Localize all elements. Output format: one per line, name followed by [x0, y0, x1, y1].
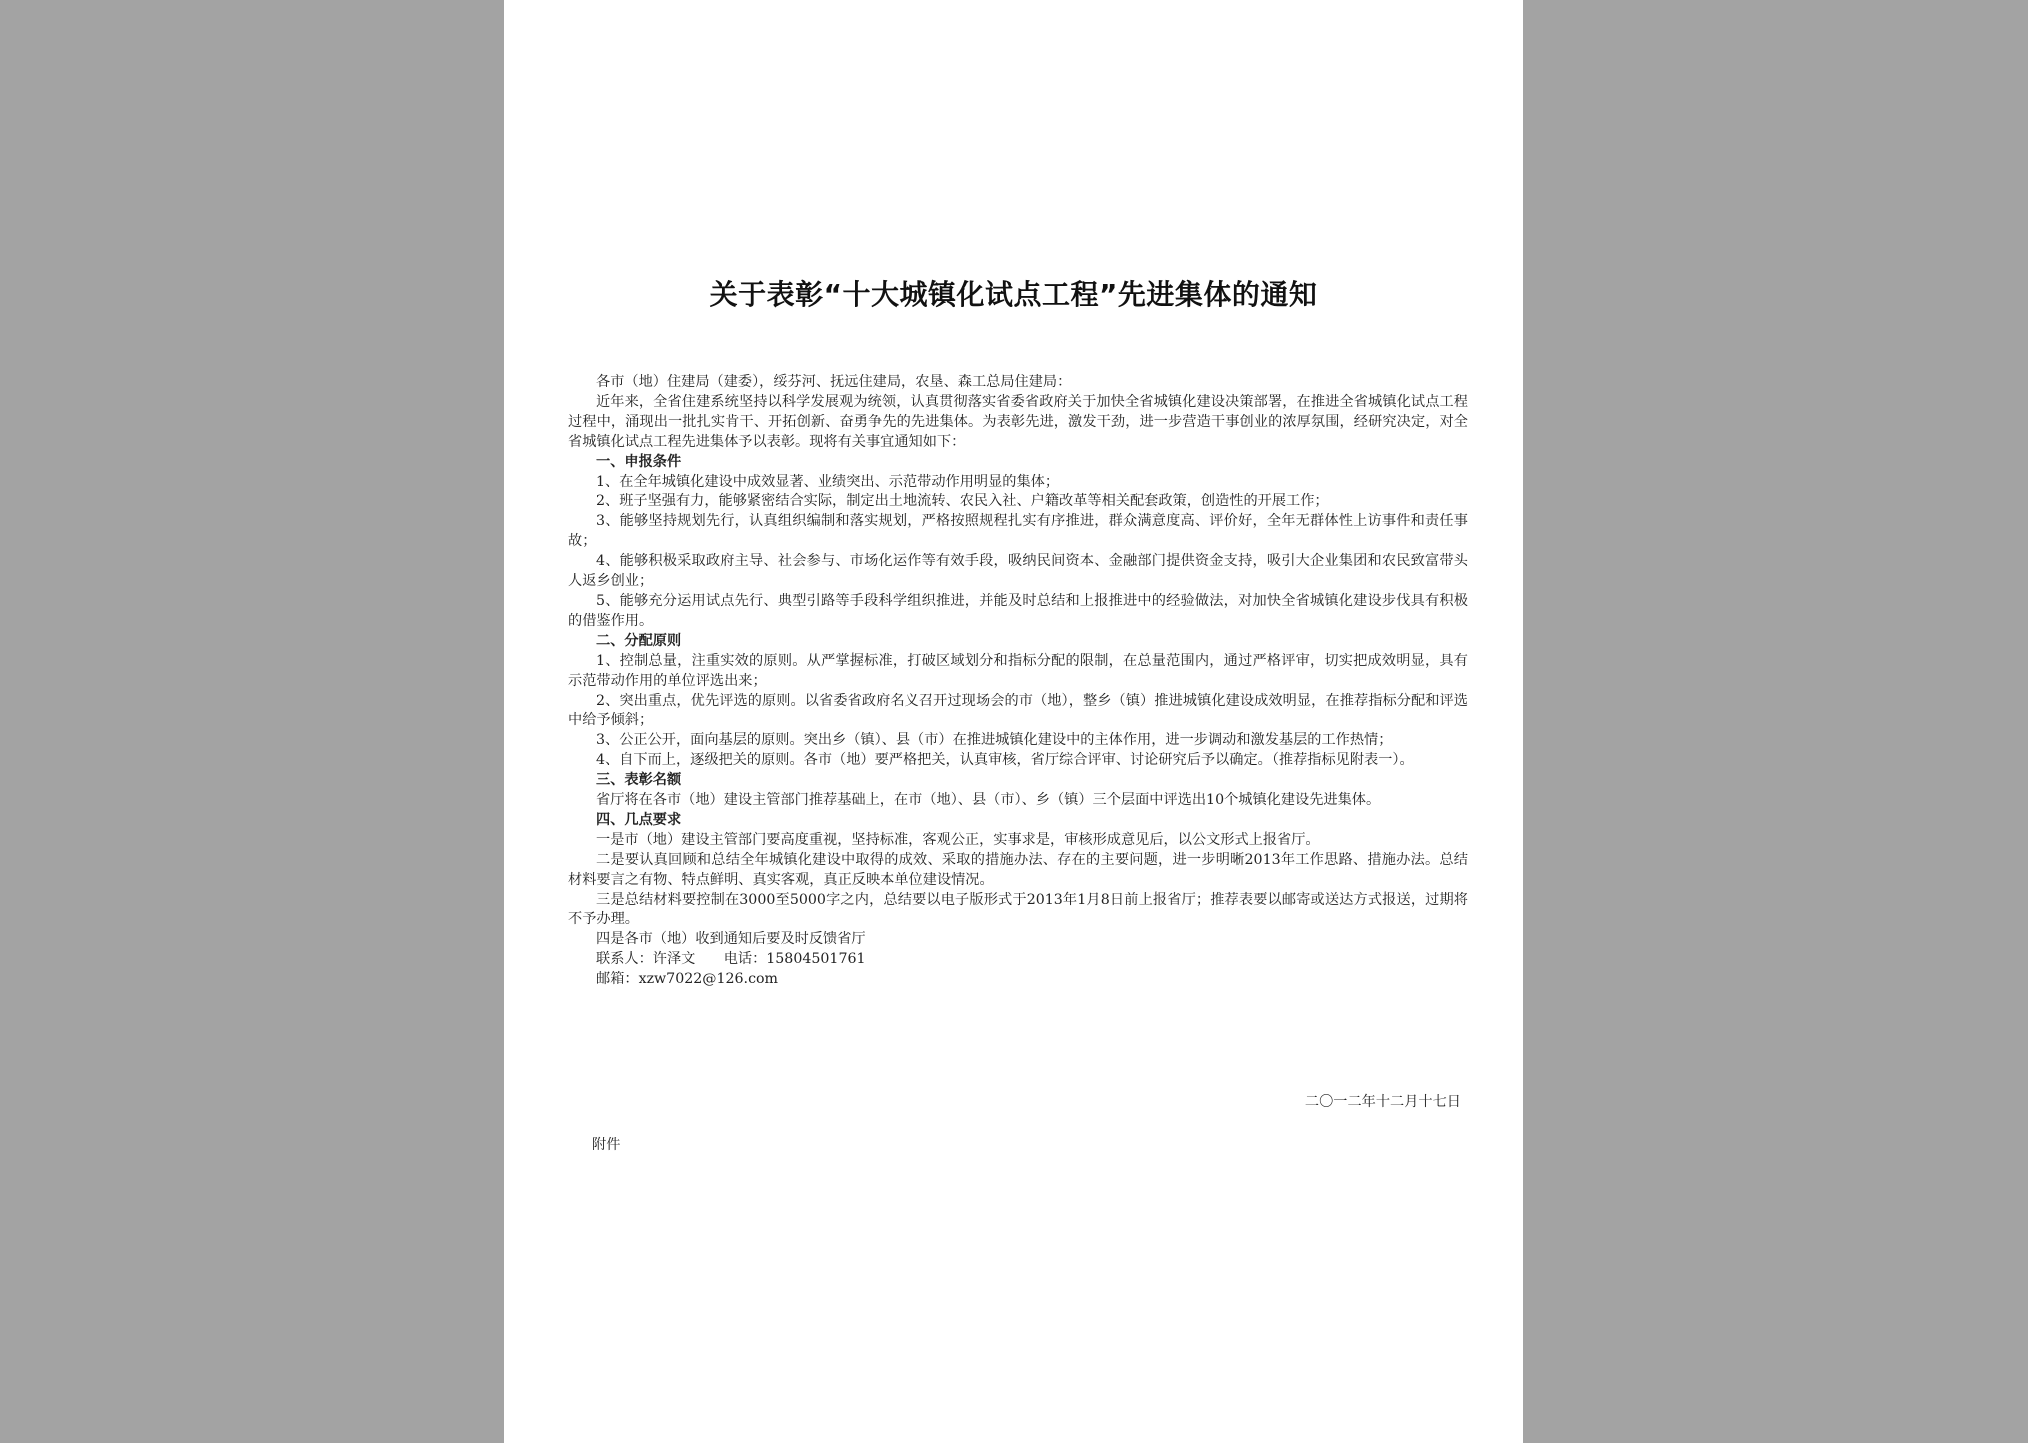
section1-item: 5、能够充分运用试点先行、典型引路等手段科学组织推进，并能及时总结和上报推进中的经验做法，对加快全省城镇化建设步伐具有积极的借鉴作用。 [568, 592, 1468, 629]
document-title: 关于表彰“十大城镇化试点工程”先进集体的通知 [709, 278, 1318, 311]
document-page [504, 0, 1523, 1443]
document-body [568, 373, 1468, 990]
contact-person: 联系人：许泽文 电话：15804501761 [596, 951, 866, 968]
section1-item: 1、在全年城镇化建设中成效显著、业绩突出、示范带动作用明显的集体； [596, 473, 1060, 490]
section-heading-4: 四、几点要求 [596, 811, 682, 828]
contact-email: 邮箱：xzw7022@126.com [596, 971, 779, 988]
attachment-label: 附件 [592, 1137, 621, 1153]
addressee: 各市（地）住建局（建委），绥芬河、抚远住建局，农垦、森工总局住建局： [596, 374, 1072, 390]
section-heading-2: 二、分配原则 [596, 632, 682, 649]
section3-text: 省厅将在各市（地）建设主管部门推荐基础上，在市（地）、县（市）、乡（镇）三个层面中评选出10个城镇化建设先进集体。 [596, 792, 1381, 809]
section1-item: 2、班子坚强有力，能够紧密结合实际，制定出土地流转、农民入社、户籍改革等相关配套政策，创造性的开展工作； [596, 493, 1329, 510]
section4-item: 一是市（地）建设主管部门要高度重视，坚持标准，客观公正，实事求是，审核形成意见后，以公文形式上报省厅。 [596, 831, 1320, 848]
section2-item: 1、控制总量，注重实效的原则。从严掌握标准，打破区域划分和指标分配的限制，在总量范围内，通过严格评审，切实把成效明显，具有示范带动作用的单位评选出来； [568, 652, 1468, 689]
issue-date: 二〇一二年十二月十七日 [1304, 1094, 1461, 1110]
section-heading-1: 一、申报条件 [596, 453, 682, 470]
section4-item: 二是要认真回顾和总结全年城镇化建设中取得的成效、采取的措施办法、存在的主要问题，进一步明晰2013年工作思路、措施办法。总结材料要言之有物、特点鲜明、真实客观，真正反映本单位建设情况。 [568, 851, 1468, 888]
section1-item: 3、能够坚持规划先行，认真组织编制和落实规划，严格按照规程扎实有序推进，群众满意度高、评价好，全年无群体性上访事件和责任事故； [568, 513, 1468, 550]
section2-item: 2、突出重点，优先评选的原则。以省委省政府名义召开过现场会的市（地），整乡（镇）推进城镇化建设成效明显，在推荐指标分配和评选中给予倾斜； [568, 692, 1468, 729]
section2-item: 3、公正公开，面向基层的原则。突出乡（镇）、县（市）在推进城镇化建设中的主体作用，进一步调动和激发基层的工作热情； [596, 732, 1393, 749]
section-heading-3: 三、表彰名额 [596, 772, 682, 789]
section2-item: 4、自下而上，逐级把关的原则。各市（地）要严格把关，认真审核，省厅综合评审、讨论研究后予以确定。（推荐指标见附表一）。 [596, 752, 1414, 769]
section4-item: 三是总结材料要控制在3000至5000字之内，总结要以电子版形式于2013年1月8日前上报省厅；推荐表要以邮寄或送达方式报送，过期将不予办理。 [568, 891, 1468, 928]
section4-item: 四是各市（地）收到通知后要及时反馈省厅 [596, 931, 866, 948]
intro-paragraph: 近年来，全省住建系统坚持以科学发展观为统领，认真贯彻落实省委省政府关于加快全省城镇化建设决策部署，在推进全省城镇化试点工程过程中，涌现出一批扎实肯干、开拓创新、奋勇争先的先进集体。为表彰先进，激发干劲，进一步营造干事创业的浓厚氛围，经研究决定，对全省城镇化试点工程先进集体予以表彰。现将有关事宜通知如下： [568, 393, 1468, 450]
section1-item: 4、能够积极采取政府主导、社会参与、市场化运作等有效手段，吸纳民间资本、金融部门提供资金支持，吸引大企业集团和农民致富带头人返乡创业； [568, 553, 1468, 590]
